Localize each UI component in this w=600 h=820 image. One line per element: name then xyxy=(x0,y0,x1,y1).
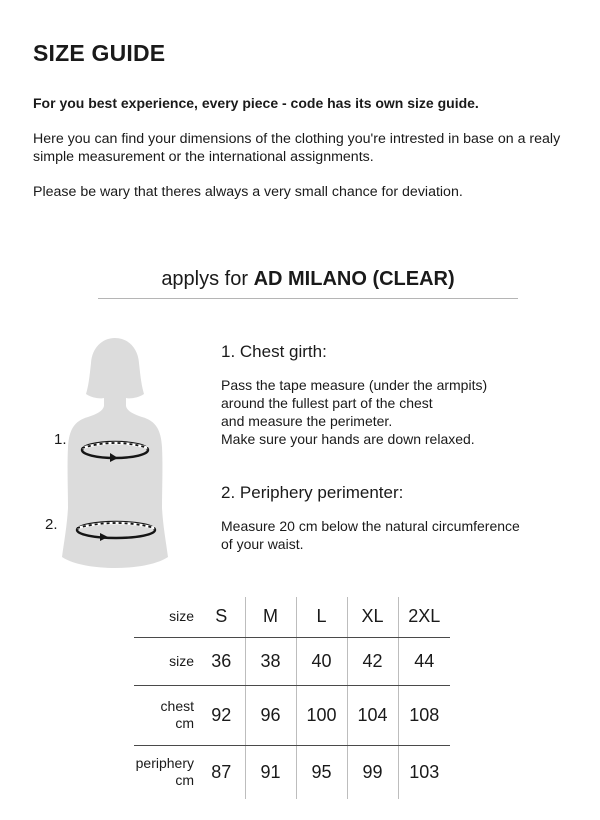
applies-divider xyxy=(98,298,518,299)
row-label-line: periphery xyxy=(135,755,194,772)
row-label xyxy=(134,685,198,745)
table-cell: 40 xyxy=(296,637,347,685)
periphery-title: 2. Periphery perimenter: xyxy=(221,483,404,502)
page-title: SIZE GUIDE xyxy=(33,40,166,66)
table-cell: 91 xyxy=(245,745,296,799)
intro-paragraph: Here you can find your dimensions of the clothing you're intrested in base on a realy simple measurement or the international assignments. xyxy=(33,131,561,165)
size-header-cell: S xyxy=(198,597,245,637)
size-table xyxy=(134,597,450,799)
table-cell: 104 xyxy=(347,685,398,745)
periphery-line: of your waist. xyxy=(221,536,304,552)
table-cell: 108 xyxy=(398,685,450,745)
row-label-unit: cm xyxy=(175,772,194,789)
silhouette-figure-icon xyxy=(40,332,190,572)
lead-text: For you best experience, every piece - code has its own size guide. xyxy=(33,95,479,111)
applies-heading xyxy=(98,268,518,291)
table-cell: 44 xyxy=(398,637,450,685)
size-header-cell: XL xyxy=(347,597,398,637)
periphery-line: Measure 20 cm below the natural circumference xyxy=(221,518,520,534)
row-label xyxy=(134,745,198,799)
row-label-line: chest xyxy=(160,698,194,714)
table-cell: 87 xyxy=(211,761,232,782)
table-row xyxy=(134,685,450,745)
size-header-cell: M xyxy=(245,597,296,637)
chest-girth-text xyxy=(221,376,571,448)
table-cell: 36 xyxy=(198,637,245,685)
deviation-note: Please be wary that theres always a very small chance for deviation. xyxy=(33,184,463,200)
chest-girth-title: 1. Chest girth: xyxy=(221,342,327,361)
table-cell: 38 xyxy=(245,637,296,685)
figure-label-periphery: 2. xyxy=(45,516,58,533)
chest-line: Pass the tape measure (under the armpits) xyxy=(221,377,488,393)
chest-line: around the fullest part of the chest xyxy=(221,395,433,411)
row-label: size xyxy=(134,637,198,685)
body-figure xyxy=(40,332,190,572)
table-cell: 96 xyxy=(245,685,296,745)
chest-line: and measure the perimeter. xyxy=(221,413,393,429)
row-label: size xyxy=(134,597,198,637)
table-cell: 103 xyxy=(398,745,450,799)
table-cell: 42 xyxy=(347,637,398,685)
periphery-text xyxy=(221,517,571,553)
table-cell: 92 xyxy=(198,685,245,745)
table-cell: 100 xyxy=(296,685,347,745)
table-cell: 99 xyxy=(347,745,398,799)
row-label-unit: cm xyxy=(175,715,194,731)
table-cell: 95 xyxy=(296,745,347,799)
size-header-cell: L xyxy=(296,597,347,637)
table-header-row xyxy=(134,597,450,637)
product-name: AD MILANO (CLEAR) xyxy=(253,268,455,290)
table-row xyxy=(134,637,450,685)
applies-prefix: applys for xyxy=(161,268,254,290)
size-header-cell: 2XL xyxy=(398,597,450,637)
table-row xyxy=(134,745,450,799)
figure-label-chest: 1. xyxy=(54,431,67,448)
chest-line: Make sure your hands are down relaxed. xyxy=(221,431,475,447)
